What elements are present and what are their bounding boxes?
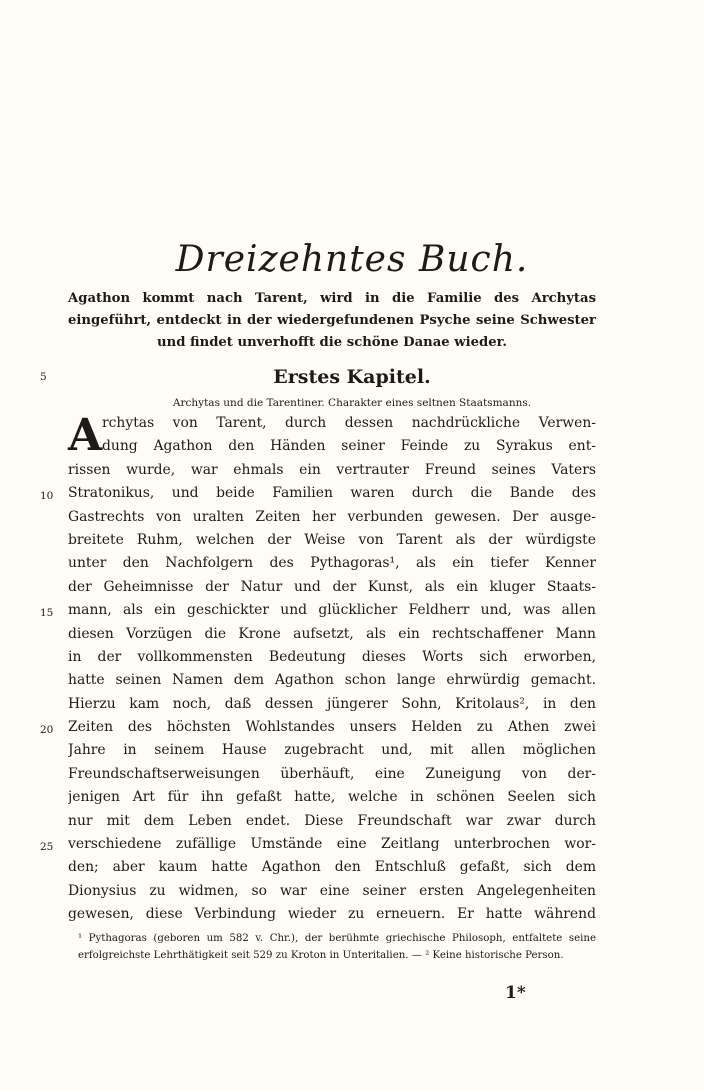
line-number: 20 [40, 724, 54, 736]
chapter-subtitle: Archytas und die Tarentiner. Charakter eines seltnen Staatsmanns. [172, 397, 532, 409]
text-line: der Geheimnisse der Natur und der Kunst, als ein kluger Staats- [68, 578, 596, 595]
text-line: Hierzu kam noch, daß dessen jüngerer Sohn, Kritolaus², in den [68, 695, 596, 712]
text-line: nur mit dem Leben endet. Diese Freundschaft war zwar durch [68, 812, 596, 829]
text-line: hatte seinen Namen dem Agathon schon lange ehrwürdig gemacht. [68, 672, 596, 689]
text-line: Freundschaftserweisungen überhäuft, eine Zuneigung von der- [68, 765, 596, 782]
chapter-body [68, 412, 596, 927]
text-line: diesen Vorzügen die Krone aufsetzt, als ein rechtschaffener Mann [68, 625, 596, 642]
text-line: jenigen Art für ihn gefaßt hatte, welche in schönen Seelen sich [68, 789, 596, 806]
text-line: verschiedene zufällige Umstände eine Zeitlang unterbrochen wor- [68, 836, 596, 853]
text-line: in der vollkommensten Bedeutung dieses Worts sich erworben, [68, 648, 596, 665]
text-line: Zeiten des höchsten Wohlstandes unsers Helden zu Athen zwei [68, 719, 596, 736]
text-line: Jahre in seinem Hause zugebracht und, mit allen möglichen [68, 742, 596, 759]
line-number: 10 [40, 490, 54, 502]
line-number: 25 [40, 841, 54, 853]
footnote: ¹ Pythagoras (geboren um 582 v. Chr.), der berühmte griechische Philosoph, entfaltete seine erfolgreichste Lehrthätigkeit seit 529 zu Kroton in Unteritalien. — ² Keine historische Person. [78, 933, 596, 961]
text-line: breitete Ruhm, welchen der Weise von Tarent als der würdigste [68, 531, 596, 548]
line-number: 5 [40, 371, 47, 383]
text-line: den; aber kaum hatte Agathon den Entschluß gefaßt, sich dem [68, 859, 596, 876]
text-line: dung Agathon den Händen seiner Feinde zu Syrakus ent- [102, 438, 596, 455]
text-line: rissen wurde, war ehmals ein vertrauter Freund seines Vaters [68, 461, 596, 478]
book-summary: Agathon kommt nach Tarent, wird in die Familie des Archytas eingeführt, entdeckt in der wiedergefundenen Psyche seine Schwester und findet unverhofft die schöne Danae wieder. [68, 291, 596, 350]
chapter-title: Erstes Kapitel. [273, 366, 431, 388]
text-line: Gastrechts von uralten Zeiten her verbunden gewesen. Der ausge- [68, 508, 596, 525]
text-line: Dionysius zu widmen, so war eine seiner ersten Angelegenheiten [68, 882, 596, 899]
text-line: mann, als ein geschickter und glücklicher Feldherr und, was allen [68, 602, 596, 619]
line-number: 15 [40, 607, 54, 619]
signature-mark: 1* [505, 983, 526, 1003]
book-title: Dreizehntes Buch. [175, 239, 529, 280]
text-line: Stratonikus, und beide Familien waren durch die Bande des [68, 485, 596, 502]
text-line: gewesen, diese Verbindung wieder zu erneuern. Er hatte während [68, 906, 596, 923]
drop-cap: A [68, 410, 103, 461]
text-line: unter den Nachfolgern des Pythagoras¹, als ein tiefer Kenner [68, 555, 596, 572]
text-line: rchytas von Tarent, durch dessen nachdrückliche Verwen- [102, 415, 596, 431]
